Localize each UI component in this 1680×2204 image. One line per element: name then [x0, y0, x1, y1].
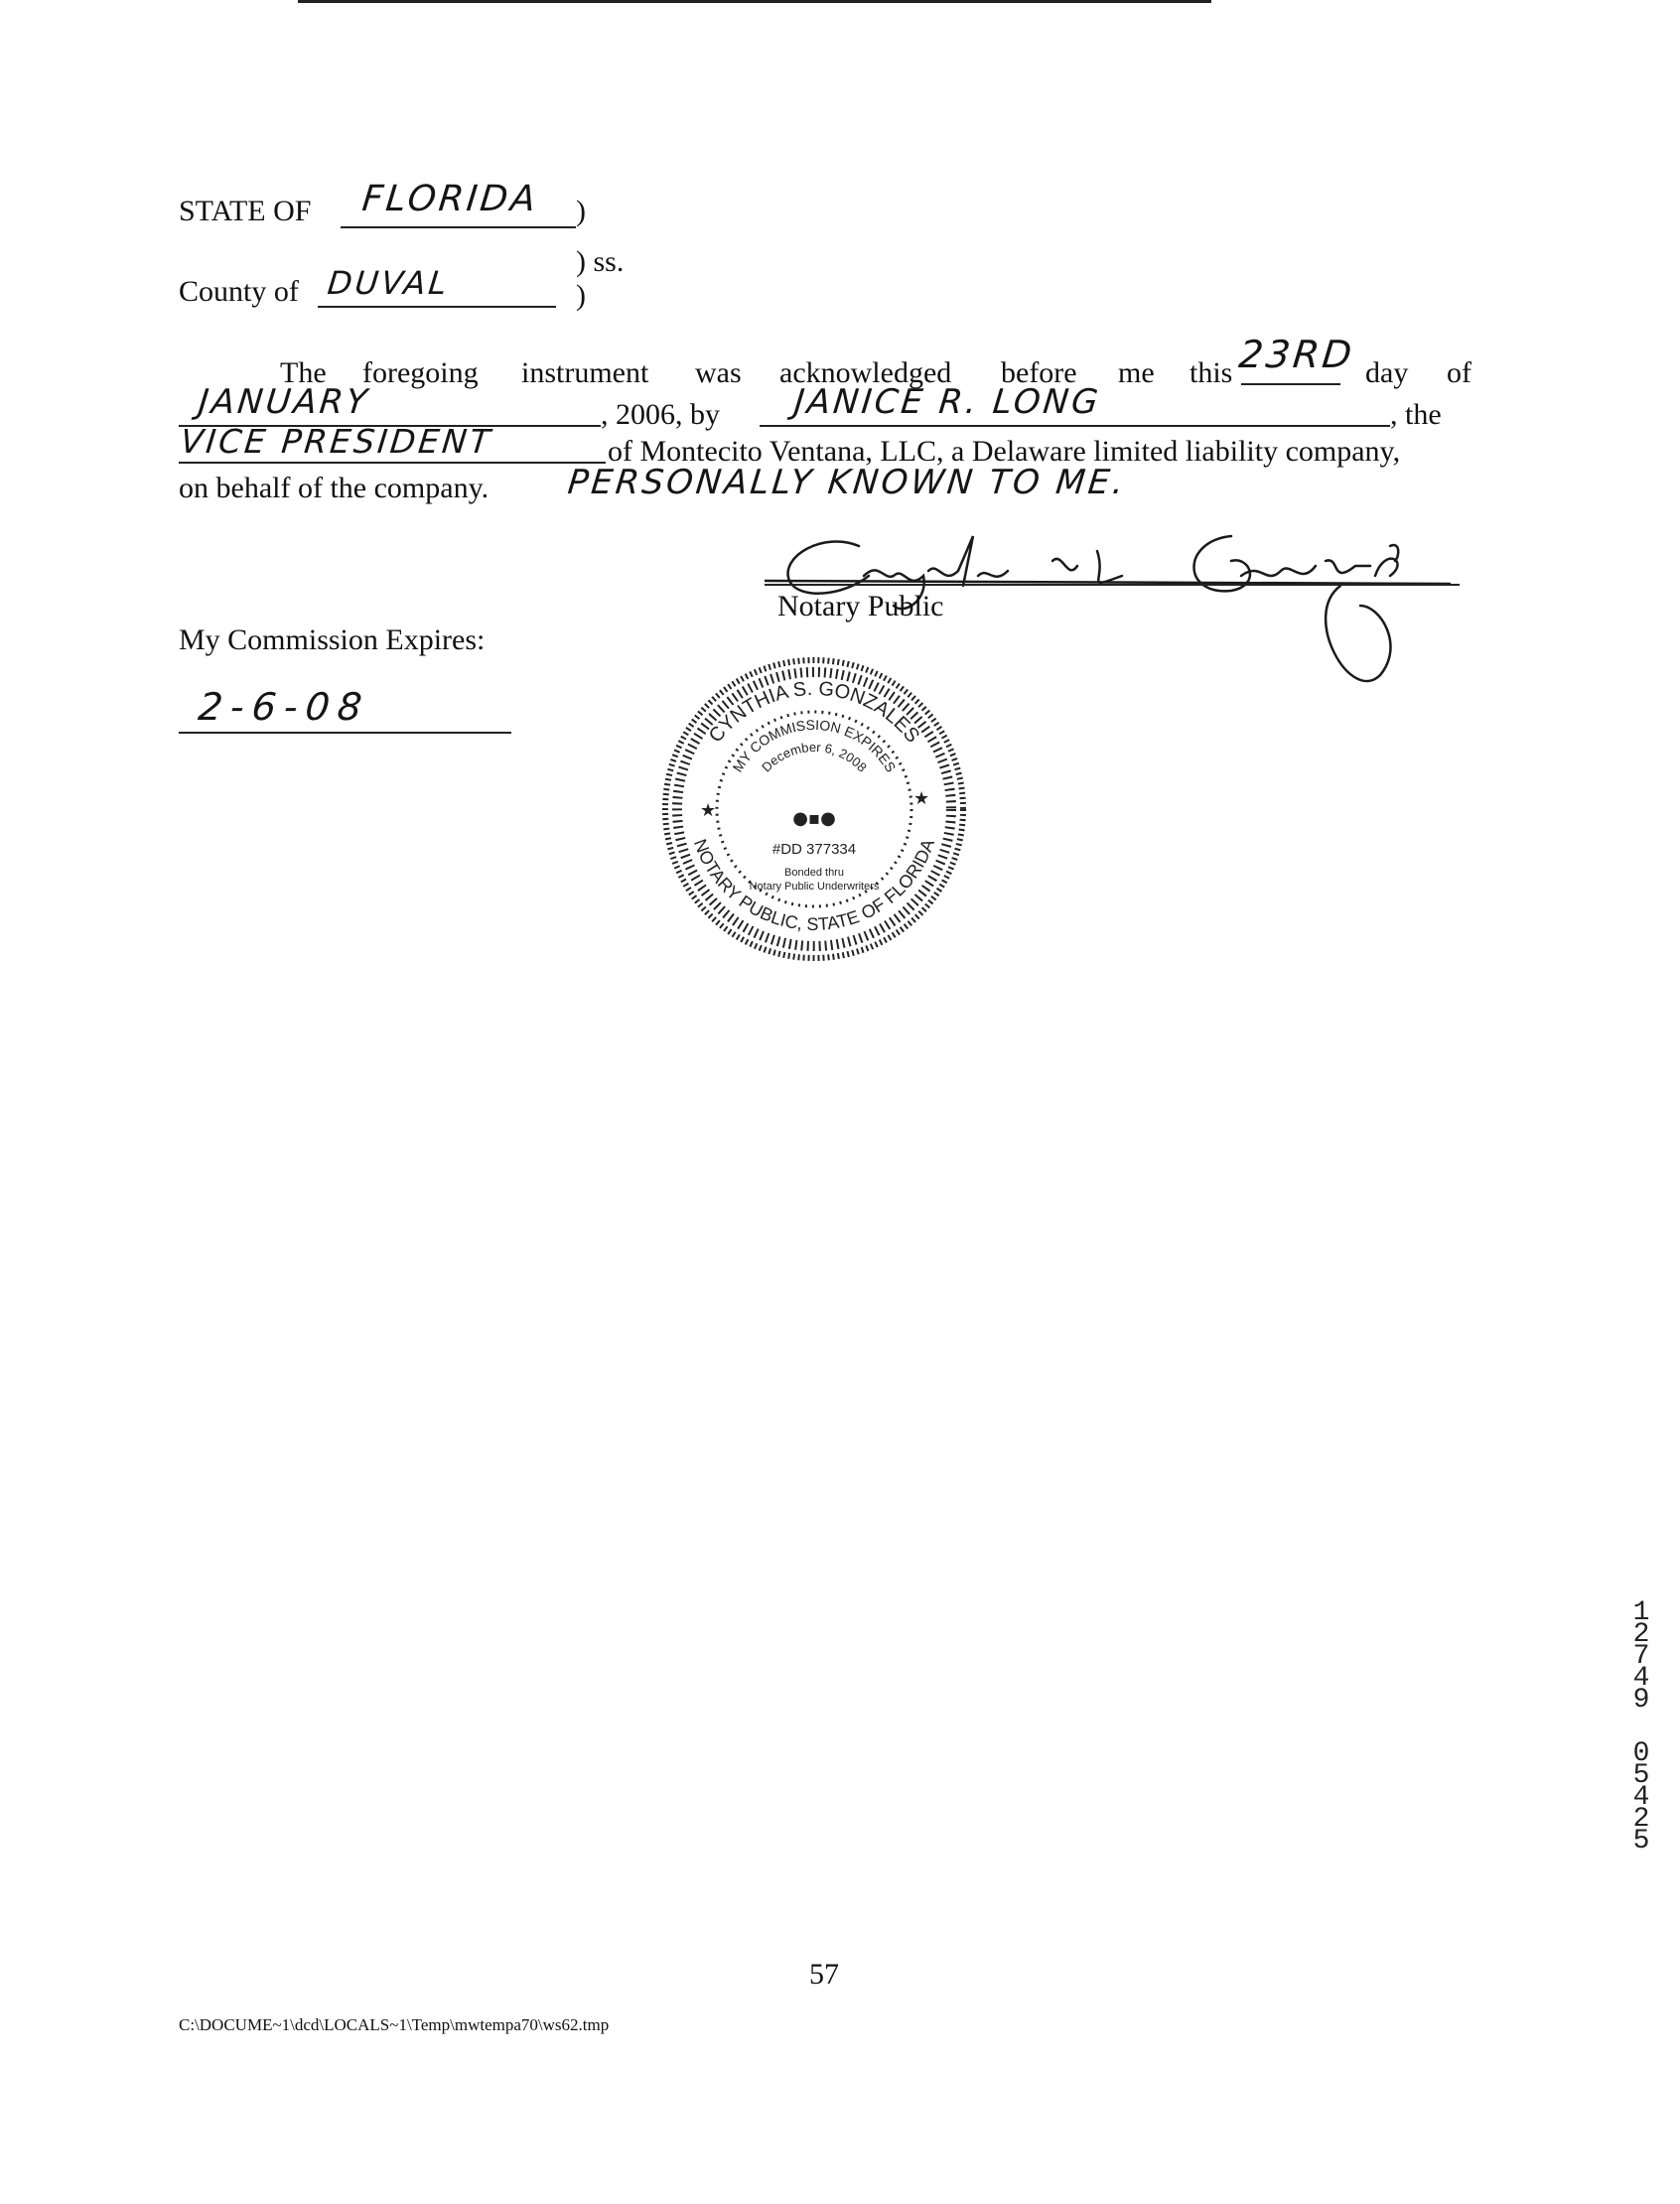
- ack-day-word: day: [1365, 356, 1409, 389]
- seal-date-text: December 6, 2008: [759, 739, 871, 775]
- margin-digit: 1: [1632, 1597, 1650, 1628]
- state-value: FLORIDA: [359, 179, 541, 219]
- ack-word-5: acknowledged: [779, 356, 952, 389]
- ack-word-3: instrument: [521, 356, 649, 389]
- margin-digit: 0: [1632, 1738, 1650, 1769]
- top-rule: [298, 0, 1211, 3]
- svg-text:●▪●: ●▪●: [792, 808, 836, 829]
- day-underline: [1241, 383, 1340, 385]
- commission-value: 2-6-08: [196, 685, 372, 729]
- seal-bonded-2: Notary Public Underwriters: [749, 881, 880, 893]
- margin-digit: 4: [1632, 1782, 1650, 1813]
- seal-name-text: CYNTHIA S. GONZALES: [704, 677, 924, 748]
- county-value: DUVAL: [326, 264, 452, 302]
- year-text: , 2006, by: [601, 398, 720, 431]
- notary-public-label: Notary Public: [777, 590, 944, 622]
- county-label: County of: [179, 275, 299, 308]
- svg-text:★: ★: [913, 788, 930, 809]
- line3-text: of Montecito Ventana, LLC, a Delaware limited liability company,: [608, 435, 1401, 468]
- the-text: , the: [1390, 398, 1442, 431]
- margin-digit: 9: [1632, 1685, 1650, 1716]
- line4-text: on behalf of the company.: [179, 472, 490, 504]
- margin-digit: 5: [1632, 1826, 1650, 1857]
- svg-text:December 6, 2008: [759, 740, 870, 775]
- county-bracket: ): [576, 279, 586, 312]
- margin-digit: 7: [1632, 1641, 1650, 1672]
- ack-word-1: The: [280, 356, 327, 389]
- day-value: 23RD: [1236, 333, 1357, 376]
- ack-word-8: this: [1190, 356, 1233, 389]
- commission-underline: [179, 732, 511, 734]
- seal-commission-text: MY COMMISSION EXPIRES: [729, 716, 900, 775]
- month-value: JANUARY: [196, 382, 372, 422]
- signer-underline: [760, 425, 1390, 427]
- ack-word-4: was: [695, 356, 742, 389]
- margin-digit: 5: [1632, 1760, 1650, 1791]
- county-underline: [318, 306, 556, 308]
- page-number: 57: [809, 1958, 839, 1991]
- ss-text: ) ss.: [576, 245, 625, 278]
- signer-value: JANICE R. LONG: [791, 382, 1103, 422]
- commission-label: My Commission Expires:: [179, 623, 486, 656]
- seal-number: #DD 377334: [771, 841, 857, 858]
- state-underline: [341, 226, 576, 228]
- identification-value: PERSONALLY KNOWN TO ME.: [565, 463, 1129, 502]
- margin-digit: 2: [1632, 1804, 1650, 1835]
- seal-bonded-1: Bonded thru: [784, 867, 844, 879]
- footer-file-path: C:\DOCUME~1\dcd\LOCALS~1\Temp\mwtempa70\ws62.tmp: [179, 2015, 610, 2034]
- title-value: VICE PRESIDENT: [178, 422, 495, 461]
- ack-word-2: foregoing: [362, 356, 479, 389]
- margin-digit: 2: [1632, 1619, 1650, 1650]
- state-label: STATE OF: [179, 195, 312, 227]
- ack-word-6: before: [1001, 356, 1077, 389]
- ack-word-7: me: [1118, 356, 1155, 389]
- signature-line: [765, 584, 1460, 586]
- notary-seal: [660, 655, 968, 963]
- svg-text:CYNTHIA S. GONZALES: [705, 678, 924, 747]
- margin-digit: 4: [1632, 1663, 1650, 1694]
- state-bracket: ): [576, 195, 586, 227]
- seal-bottom-text: NOTARY PUBLIC, STATE OF FLORIDA: [689, 836, 939, 935]
- ack-of-word: of: [1447, 356, 1471, 389]
- svg-text:★: ★: [700, 800, 717, 821]
- title-underline: [179, 462, 606, 464]
